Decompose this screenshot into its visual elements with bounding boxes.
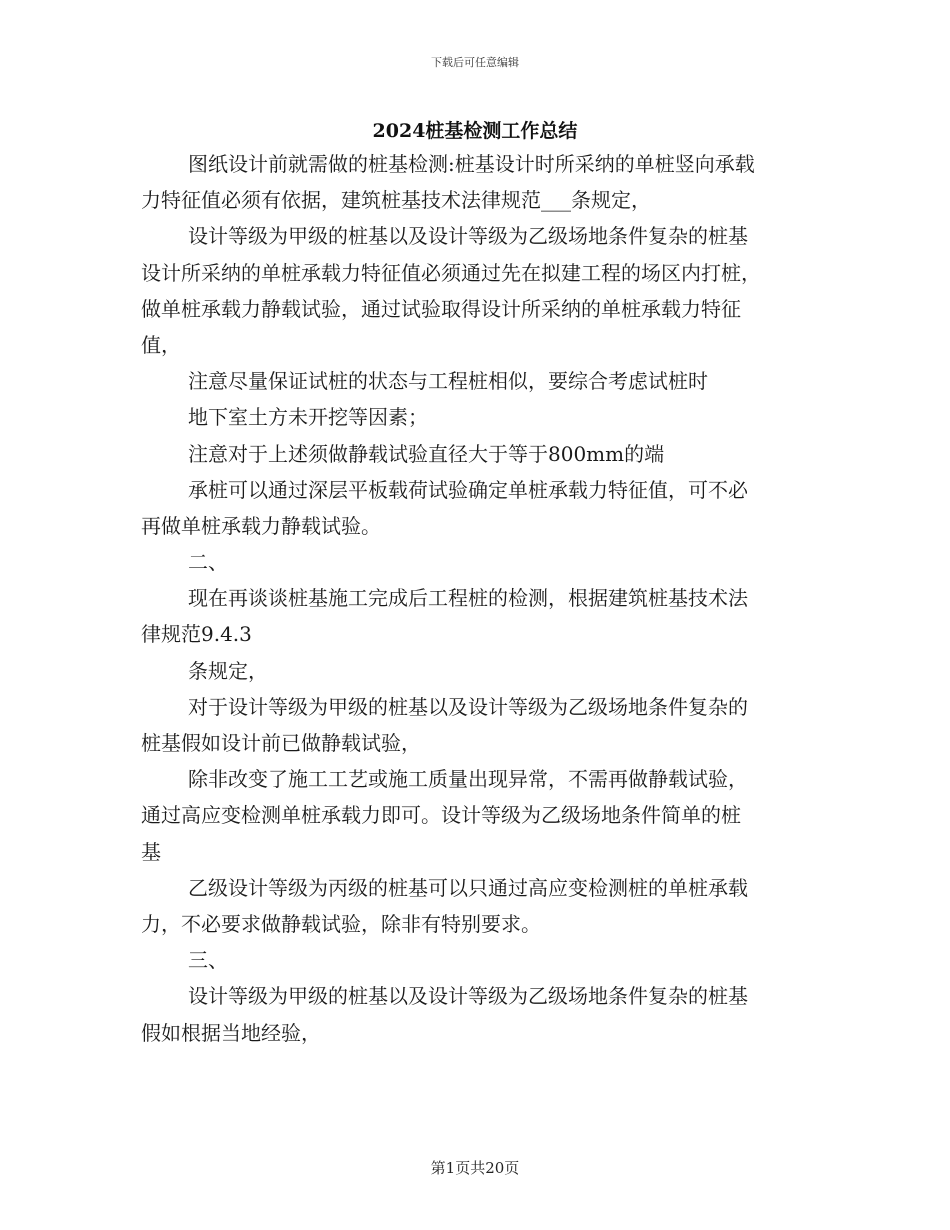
body-line: 乙级设计等级为丙级的桩基可以只通过高应变检测桩的单桩承载 — [188, 875, 748, 900]
body-line: 设计所采纳的单桩承载力特征值必须通过先在拟建工程的场区内打桩， — [141, 260, 761, 285]
body-line: 做单桩承载力静载试验，通过试验取得设计所采纳的单桩承载力特征 — [141, 296, 741, 321]
body-line: 除非改变了施工工艺或施工质量出现异常，不需再做静载试验， — [188, 767, 748, 792]
body-line: 条规定， — [188, 658, 268, 683]
body-line: 三、 — [188, 948, 228, 973]
body-line: 律规范9.4.3 — [141, 622, 252, 647]
body-line: 地下室土方未开挖等因素； — [188, 405, 428, 430]
body-line: 设计等级为甲级的桩基以及设计等级为乙级场地条件复杂的桩基 — [188, 224, 748, 249]
body-line: 再做单桩承载力静载试验。 — [141, 513, 381, 538]
body-line: 桩基假如设计前已做静载试验， — [141, 731, 421, 755]
page-number: 第1页共20页 — [430, 1159, 520, 1177]
body-line: 注意尽量保证试桩的状态与工程桩相似，要综合考虑试桩时 — [188, 369, 708, 394]
body-line: 假如根据当地经验， — [141, 1020, 321, 1045]
body-line: 对于设计等级为甲级的桩基以及设计等级为乙级场地条件复杂的 — [188, 694, 748, 719]
body-line: 图纸设计前就需做的桩基检测:桩基设计时所采纳的单桩竖向承载 — [188, 152, 755, 176]
body-line: 承桩可以通过深层平板载荷试验确定单桩承载力特征值，可不必 — [188, 477, 748, 502]
document-body — [141, 146, 806, 1051]
body-line: 值， — [141, 332, 181, 357]
body-line: 力，不必要求做静载试验，除非有特别要求。 — [141, 911, 541, 936]
header-note: 下载后可任意编辑 — [431, 56, 519, 69]
body-line: 二、 — [188, 550, 228, 575]
body-line: 基 — [141, 839, 161, 864]
body-line: 力特征值必须有依据，建筑桩基技术法律规范___条规定， — [141, 188, 651, 213]
body-line: 设计等级为甲级的桩基以及设计等级为乙级场地条件复杂的桩基 — [188, 984, 748, 1009]
body-line: 通过高应变检测单桩承载力即可。设计等级为乙级场地条件简单的桩 — [141, 803, 741, 828]
body-line: 现在再谈谈桩基施工完成后工程桩的检测，根据建筑桩基技术法 — [188, 586, 748, 611]
body-line: 注意对于上述须做静载试验直径大于等于800mm的端 — [188, 441, 665, 466]
document-title: 2024桩基检测工作总结 — [372, 120, 578, 142]
